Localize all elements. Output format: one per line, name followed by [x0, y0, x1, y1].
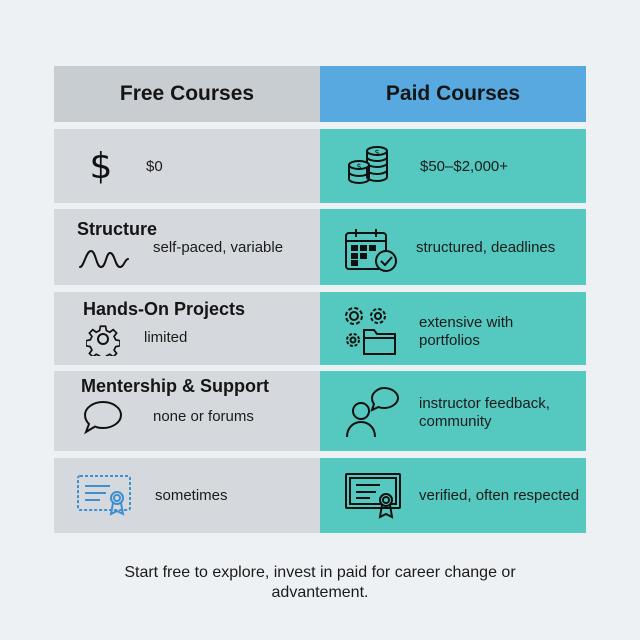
mentorship-row-paid-cell	[320, 371, 586, 451]
footer-note: Start free to explore, invest in paid for career change or advantement.	[124, 564, 516, 601]
projects-paid-text: extensive with portfolios	[419, 314, 514, 349]
projects-row-paid-cell	[320, 292, 586, 365]
structure-free-text: self-paced, variable	[153, 239, 284, 256]
certificate-free-text: sometimes	[155, 487, 228, 504]
projects-row-free-cell	[54, 292, 320, 365]
structure-paid-text: structured, deadlines	[416, 239, 556, 256]
gears-folder-icon	[342, 304, 402, 356]
calendar-check-icon	[344, 227, 400, 273]
svg-text:$: $	[374, 148, 380, 157]
mentorship-paid-text: instructor feedback, community	[419, 395, 550, 430]
certificate-row-free-cell	[54, 458, 320, 533]
instructor-chat-icon	[344, 385, 402, 441]
paid-courses-header-label: Paid Courses	[385, 82, 521, 105]
certificate-ribbon-icon	[344, 470, 404, 522]
cost-row-paid-cell	[320, 129, 586, 203]
certificate-paid-text: verified, often respected	[419, 487, 580, 504]
projects-row-title: Hands-On Projects	[83, 299, 246, 319]
svg-text:$: $	[89, 146, 113, 185]
projects-free-text: limited	[144, 329, 188, 346]
cost-row-free-cell	[54, 129, 320, 203]
certificate-row-paid-cell	[320, 458, 586, 533]
speech-bubble-icon	[82, 399, 124, 435]
free-courses-header	[54, 66, 320, 122]
wave-icon	[78, 247, 130, 271]
coin-stacks-icon	[346, 143, 392, 189]
paid-courses-header	[320, 66, 586, 122]
structure-row-title: Structure	[77, 219, 158, 239]
certificate-dashed-icon	[76, 472, 132, 518]
gear-icon	[86, 322, 120, 356]
mentorship-row-free-cell	[54, 371, 320, 451]
structure-row-paid-cell	[320, 209, 586, 285]
mentorship-row-title: Mentership & Support	[81, 376, 269, 396]
free-courses-header-label: Free Courses	[119, 82, 255, 105]
cost-free-text: $0	[146, 158, 163, 175]
mentorship-free-text: none or forums	[153, 408, 254, 425]
dollar-sign-icon	[88, 145, 114, 185]
svg-text:$: $	[356, 162, 362, 171]
cost-paid-text: $50–$2,000+	[420, 158, 509, 175]
structure-row-free-cell	[54, 209, 320, 285]
